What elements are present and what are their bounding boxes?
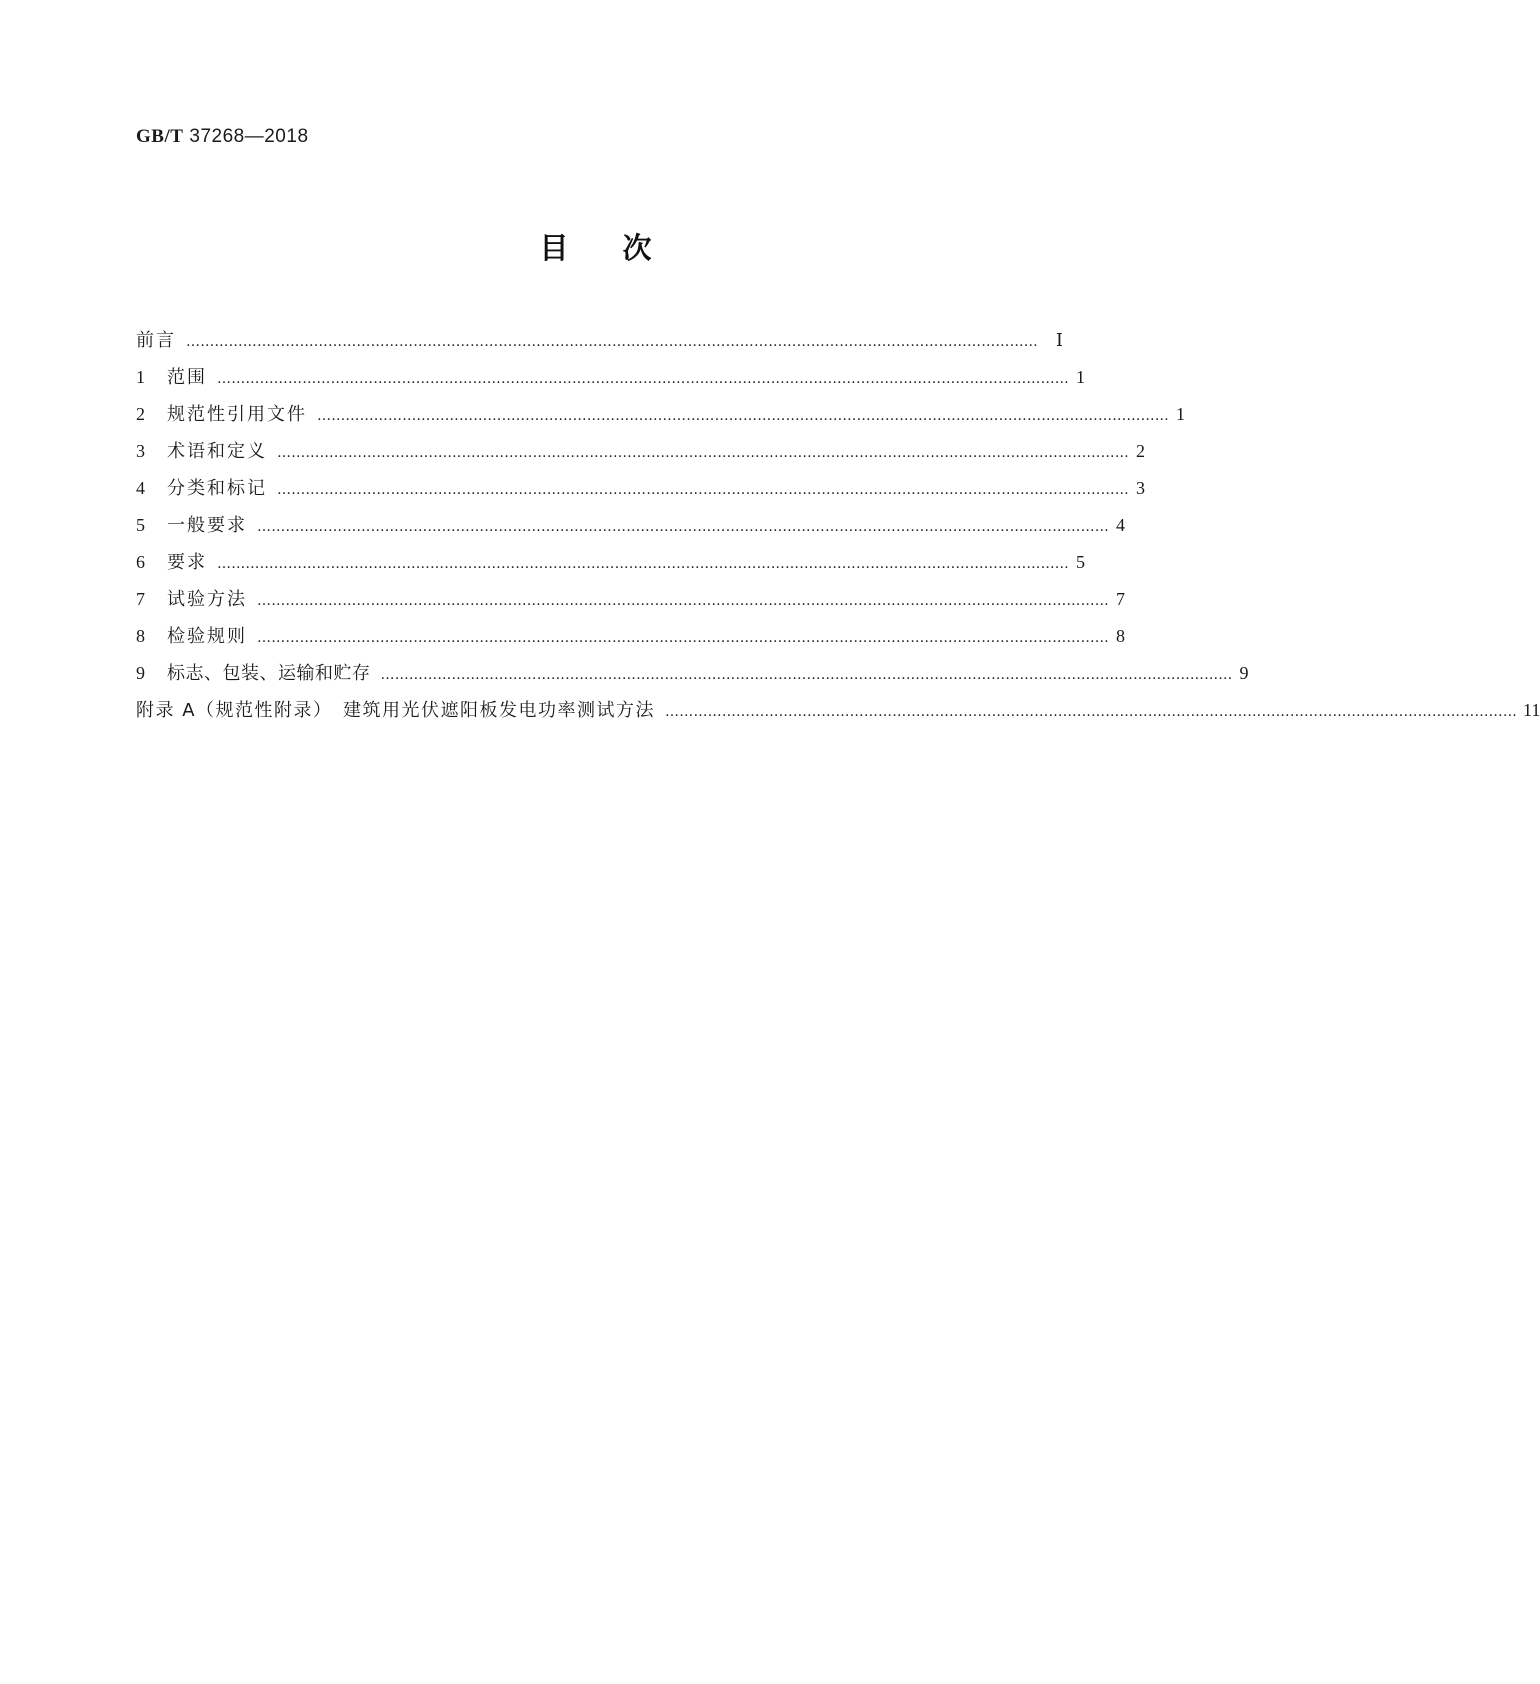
toc-entry-number: 3 [136,441,145,461]
toc-entry-4[interactable] [136,470,1145,507]
toc-entry-label: 标志、包装、运输和贮存 [167,663,371,684]
toc-leader-dots: ……………………………………………………………………………………………………………………………………………………………… [317,408,1169,424]
toc-entry-2[interactable] [136,396,1185,433]
toc-leader-dots: ……………………………………………………………………………………………………………………………………………………………… [380,667,1233,683]
toc-entry-7[interactable] [136,581,1125,618]
toc-entry-number: 5 [136,515,145,535]
toc-entry-page: 11 [1523,700,1540,720]
toc-entry-label: 前言 [136,330,176,351]
toc-entry-number: 9 [136,663,145,683]
toc-entry-page: Ⅰ [1055,330,1063,350]
toc-entry-appendix-a[interactable] [136,692,1540,729]
toc-entry-label: 分类和标记 [167,478,267,499]
toc-entry-9[interactable] [136,655,1249,692]
toc-entry-label: 一般要求 [167,515,247,536]
page-title: 目次 [539,231,706,265]
toc-leader-dots: ……………………………………………………………………………………………………………………………………………………………… [257,519,1109,535]
toc-leader-dots: ……………………………………………………………………………………………………………………………………………………………… [277,482,1129,498]
toc-entry-page: 9 [1239,663,1249,683]
toc-entry-1[interactable] [136,359,1085,396]
toc-entry-page: 8 [1116,626,1125,646]
toc-entry-8[interactable] [136,618,1125,655]
toc-entry-page: 7 [1116,589,1125,609]
toc-entry-number: 6 [136,552,145,572]
toc-entry-number: 4 [136,478,145,498]
toc-entry-foreword[interactable] [136,322,1063,359]
toc-entry-label: 规范性引用文件 [167,404,307,425]
standard-number: 37268—2018 [189,126,309,147]
toc-leader-dots: ……………………………………………………………………………………………………………………………………………………………… [186,334,1038,350]
toc-entry-page: 2 [1136,441,1145,461]
toc-entry-page: 1 [1176,404,1185,424]
toc-entry-number: 1 [136,367,145,387]
toc-entry-label: 范围 [167,367,207,388]
toc-entry-6[interactable] [136,544,1085,581]
toc-entry-page: 1 [1076,367,1085,387]
toc-entry-page: 5 [1076,552,1085,572]
toc-entry-label: 检验规则 [167,626,247,647]
toc-leader-dots: ……………………………………………………………………………………………………………………………………………………………… [665,704,1518,720]
toc-leader-dots: ……………………………………………………………………………………………………………………………………………………………… [257,630,1109,646]
toc-entry-number: 2 [136,404,145,424]
toc-leader-dots: ……………………………………………………………………………………………………………………………………………………………… [277,445,1129,461]
toc-entry-5[interactable] [136,507,1125,544]
toc-entry-page: 3 [1136,478,1145,498]
toc-entry-page: 4 [1116,515,1125,535]
toc-entry-label: 试验方法 [167,589,247,610]
toc-leader-dots: ……………………………………………………………………………………………………………………………………………………………… [257,593,1109,609]
standard-prefix: GB/T [136,126,184,147]
toc-entry-label: 术语和定义 [167,441,267,462]
toc-entry-number: 7 [136,589,145,609]
table-of-contents [136,322,1540,729]
toc-leader-dots: ……………………………………………………………………………………………………………………………………………………………… [217,371,1069,387]
toc-entry-number: 8 [136,626,145,646]
toc-leader-dots: ……………………………………………………………………………………………………………………………………………………………… [217,556,1069,572]
toc-entry-label: 要求 [167,552,207,573]
toc-entry-3[interactable] [136,433,1145,470]
standard-code [136,126,309,148]
toc-entry-label: 附录 A（规范性附录） 建筑用光伏遮阳板发电功率测试方法 [136,700,656,721]
